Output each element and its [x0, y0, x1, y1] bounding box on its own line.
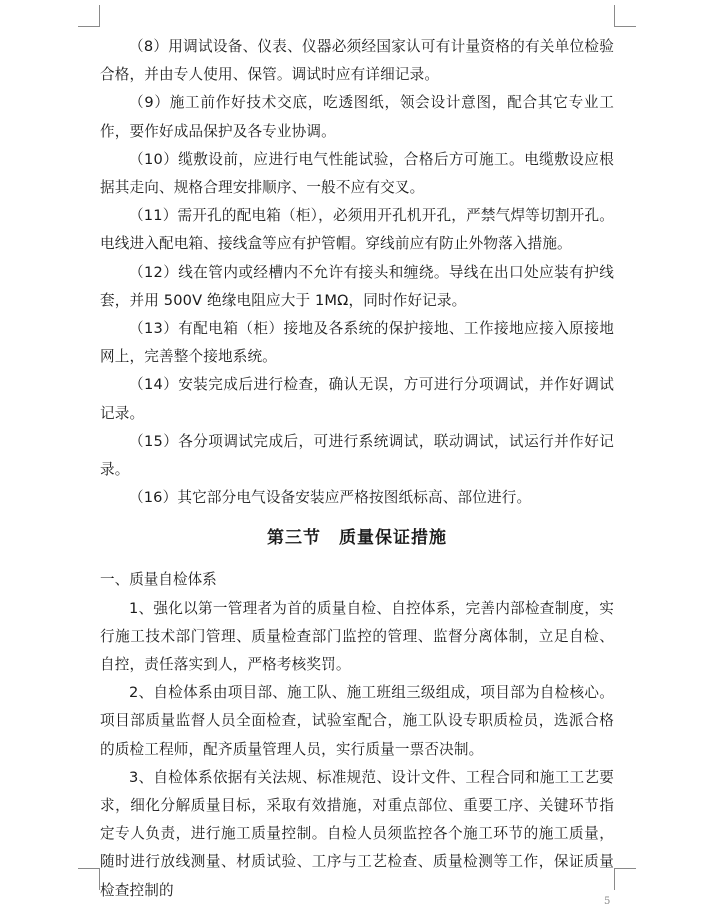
crop-mark-top-right-v: [614, 5, 615, 27]
paragraph-item-15: （15）各分项调试完成后，可进行系统调试，联动调试，试运行并作好记录。: [100, 432, 614, 479]
sub-heading-quality-self-check: 一、质量自检体系: [100, 571, 217, 589]
paragraph-item-11: （11）需开孔的配电箱（柜），必须用开孔机开孔，严禁气焊等切割开孔。电线进入配电箱、接线盒等应有护管帽。穿线前应有防止外物落入措施。: [100, 207, 614, 253]
paragraph-item-16: （16）其它部分电气设备安装应严格按图纸标高、部位进行。: [129, 489, 532, 507]
crop-mark-top-left-h: [78, 26, 100, 27]
paragraph-item-9: （9）施工前作好技术交底，吃透图纸，领会设计意图，配合其它专业工作，要作好成品保护及各专业协调。: [100, 94, 614, 140]
paragraph-point-2: 2、自检体系由项目部、施工队、施工班组三级组成，项目部为自检核心。项目部质量监督人员全面检查，试验室配合，施工队设专职质检员，选派合格的质检工程师，配齐质量管理人员，实行质量一票否决制。: [100, 684, 614, 758]
paragraph-item-10: （10）缆敷设前，应进行电气性能试验，合格后方可施工。电缆敷设应根据其走向、规格合理安排顺序、一般不应有交叉。: [100, 150, 614, 197]
paragraph-point-3: 3、自检体系依据有关法规、标准规范、设计文件、工程合同和施工工艺要求，细化分解质量目标，采取有效措施，对重点部位、重要工序、关键环节指定专人负责，进行施工质量控制。自检人员须监控各个施工环节的施工质量，随时进行放线测量、材质试验、工序与工艺检查、质量检测等工作，保证质量检查控制的: [100, 768, 614, 899]
document-body: [100, 33, 614, 905]
paragraph-item-8: （8）用调试设备、仪表、仪器必须经国家认可有计量资格的有关单位检验合格，并由专人使用、保管。调试时应有详细记录。: [100, 38, 614, 84]
section-title: 第三节 质量保证措施: [267, 528, 447, 549]
crop-mark-top-right-h: [614, 26, 636, 27]
crop-mark-bottom-left-h: [78, 868, 100, 869]
crop-mark-bottom-right-v: [614, 868, 615, 890]
paragraph-item-13: （13）有配电箱（柜）接地及各系统的保护接地、工作接地应接入原接地网上，完善整个接地系统。: [100, 320, 614, 366]
paragraph-item-14: （14）安装完成后进行检查，确认无误，方可进行分项调试，并作好调试记录。: [100, 376, 614, 422]
paragraph-item-12: （12）线在管内或经槽内不允许有接头和缠绕。导线在出口处应装有护线套，并用 500V 绝缘电阻应大于 1MΩ，同时作好记录。: [100, 263, 614, 309]
crop-mark-top-left-v: [99, 5, 100, 27]
paragraph-point-1: 1、强化以第一管理者为首的质量自检、自控体系，完善内部检查制度，实行施工技术部门管理、质量检查部门监控的管理、监督分离体制，立足自检、自控，责任落实到人，严格考核奖罚。: [100, 599, 614, 674]
page-number: 5: [604, 896, 611, 907]
crop-mark-bottom-right-h: [614, 868, 636, 869]
